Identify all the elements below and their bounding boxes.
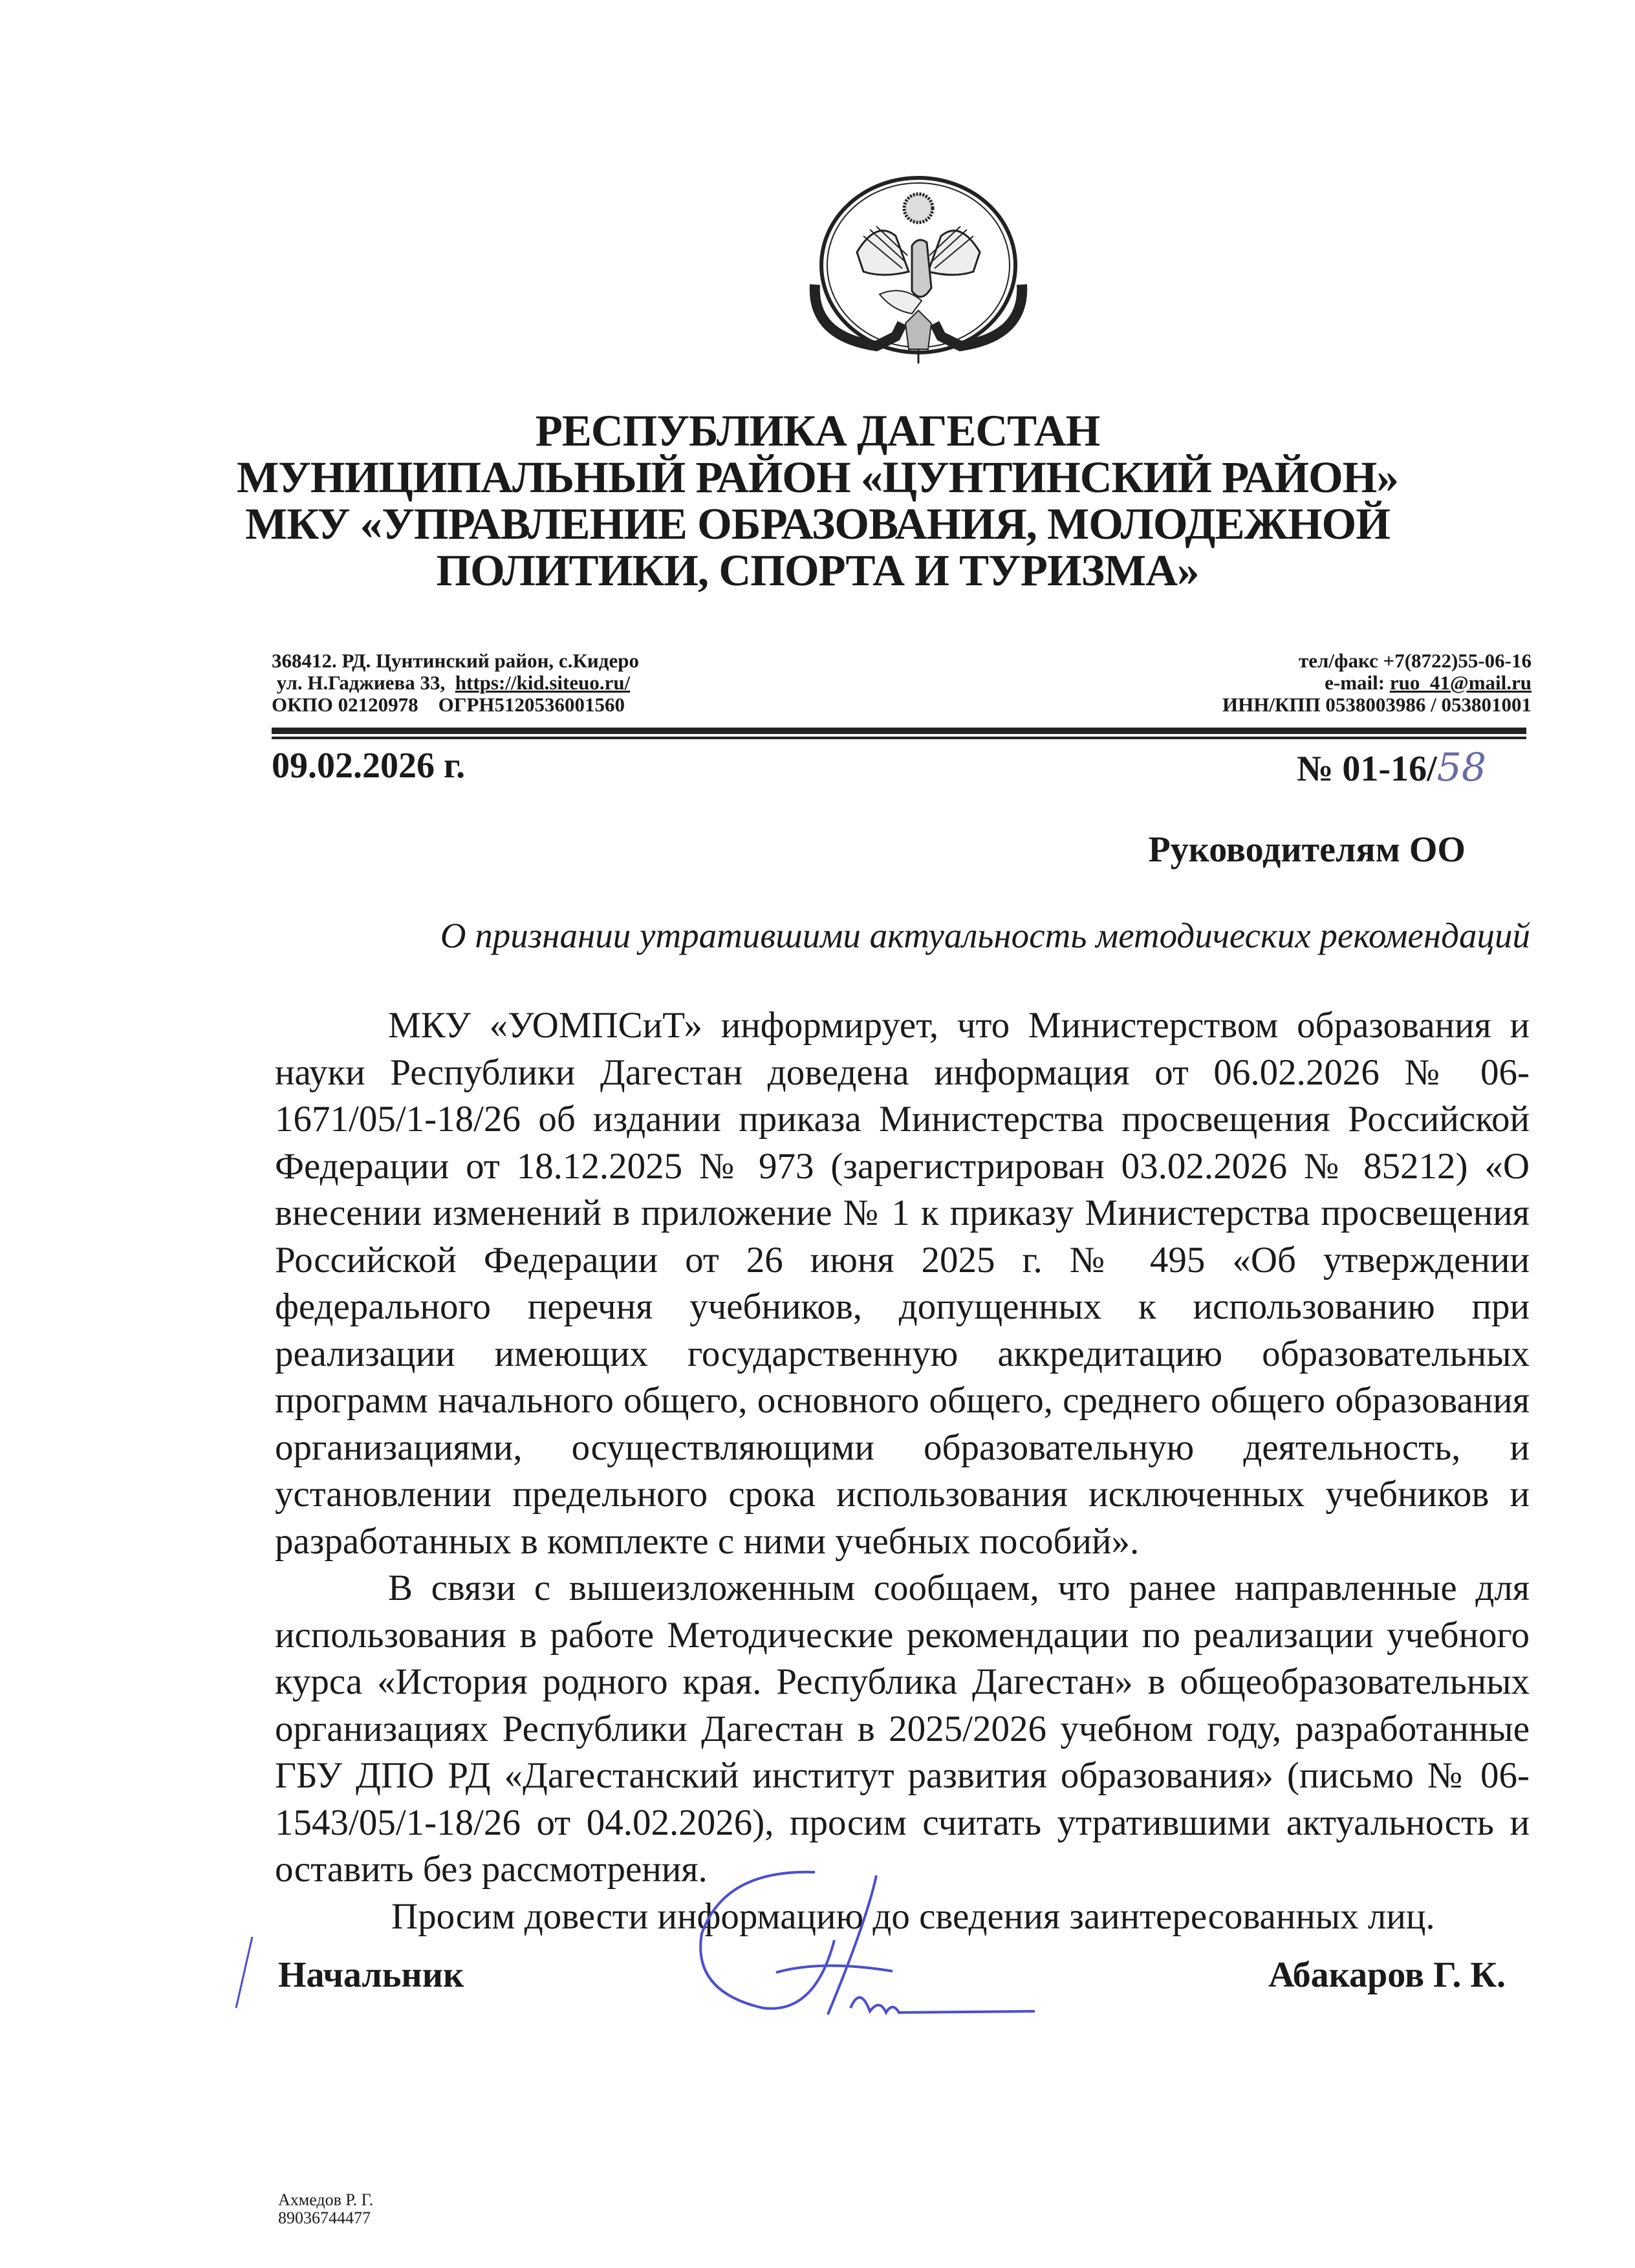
handwritten-tick-mark	[226, 1934, 265, 2011]
inn-kpp: ИНН/КПП 0538003986 / 053801001	[1222, 693, 1532, 716]
header-divider-thin	[272, 737, 1526, 739]
signatory-role: Начальник	[278, 1955, 464, 1995]
ogrn-code: ОГРН5120536001560	[438, 693, 625, 716]
website-link[interactable]: https://kid.siteuo.ru/	[455, 671, 631, 694]
letter-body	[275, 1002, 1530, 1940]
organization-header	[0, 407, 1635, 594]
signatory-name: Абакаров Г. К.	[1268, 1955, 1506, 1995]
letter-number-printed: № 01-16/	[1297, 749, 1437, 789]
letter-number-handwritten: 58	[1436, 745, 1486, 790]
email-link[interactable]: ruo_41@mail.ru	[1389, 671, 1532, 694]
addressee: Руководителям ОО	[1148, 830, 1466, 870]
letter-number	[1297, 745, 1486, 790]
executor-phone: 89036744477	[278, 2209, 371, 2227]
address-line-1: 368412. РД. Цунтинский район, с.Кидеро	[272, 649, 639, 672]
coat-of-arms-icon	[799, 175, 1038, 369]
body-paragraph-2: В связи с вышеизложенным сообщаем, что ранее направленные для использования в работе Методические рекомендации по реализации учебного курса «История родного края. Республика Дагестан» в общеобразовательных организациях Республики Дагестан в 2025/2026 учебном году, разработанные ГБУ ДПО РД «Дагестанский институт развития образования» (письмо № 06-1543/05/1-18/26 от 04.02.2026), просим считать утратившими актуальность и оставить без рассмотрения.	[275, 1568, 1530, 1890]
header-line-republic: РЕСПУБЛИКА ДАГЕСТАН	[535, 406, 1100, 455]
requisites-left	[272, 650, 639, 716]
street-address: ул. Н.Гаджиева 33,	[276, 671, 446, 694]
executor-info	[278, 2191, 373, 2227]
coat-of-arms-emblem	[799, 175, 1038, 369]
letter-date: 09.02.2026 г.	[272, 746, 466, 786]
email-label: e-mail:	[1325, 671, 1385, 694]
executor-name: Ахмедов Р. Г.	[278, 2190, 374, 2209]
body-paragraph-1: МКУ «УОМПСиТ» информирует, что Министерством образования и науки Республики Дагестан доведена информация от 06.02.2026 № 06-1671/05/1-18/26 об издании приказа Министерства просвещения Российской Федерации от 18.12.2025 № 973 (зарегистрирован 03.02.2026 № 85212) «О внесении изменений в приложение № 1 к приказу Министерства просвещения Российской Федерации от 26 июня 2025 г. № 495 «Об утверждении федерального перечня учебников, допущенных к использованию при реализации имеющих государственную аккредитацию образовательных программ начального общего, основного общего, среднего общего образования организациями, осуществляющими образовательную деятельность, и установлении предельного срока использования исключенных учебников и разработанных в комплекте с ними учебных пособий».	[275, 1005, 1530, 1562]
requisites-right	[1222, 650, 1532, 716]
email-line	[1222, 672, 1532, 694]
signature-icon	[686, 1863, 1035, 2024]
letter-subject: О признании утратившими актуальность методических рекомендаций	[440, 916, 1530, 955]
phone-fax: тел/факс +7(8722)55-06-16	[1299, 649, 1532, 672]
registry-codes	[272, 694, 639, 716]
body-paragraph-3: Просим довести информацию до сведения заинтересованных лиц.	[391, 1895, 1435, 1937]
address-line-2	[272, 672, 639, 694]
header-divider-thick	[272, 728, 1526, 734]
handwritten-signature	[686, 1863, 1035, 2024]
okpo-code: ОКПО 02120978	[272, 693, 418, 716]
header-line-org-2: ПОЛИТИКИ, СПОРТА И ТУРИЗМА»	[436, 546, 1199, 595]
header-line-org-1: МКУ «УПРАВЛЕНИЕ ОБРАЗОВАНИЯ, МОЛОДЕЖНОЙ	[245, 499, 1390, 548]
header-line-district: МУНИЦИПАЛЬНЫЙ РАЙОН «ЦУНТИНСКИЙ РАЙОН»	[237, 453, 1398, 502]
